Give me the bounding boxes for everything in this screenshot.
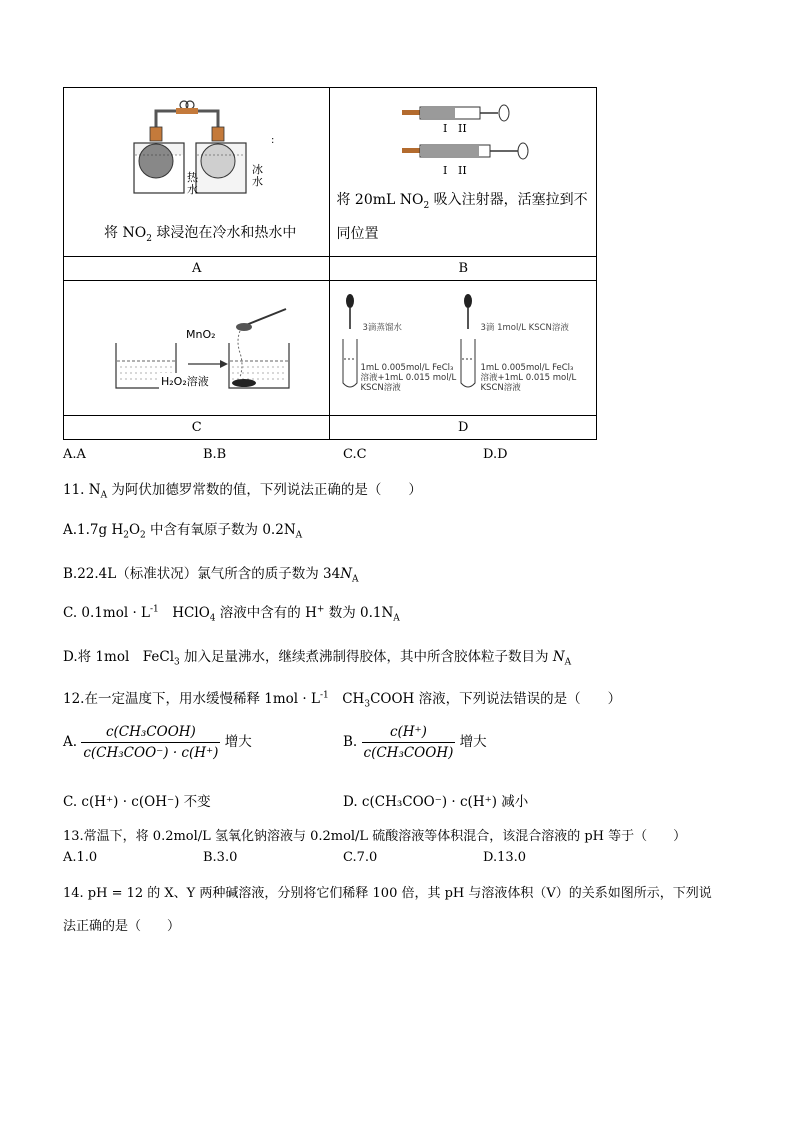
- q12-b-fraction: $\frac{c(H^+)}{\text{c(CH₃COOH)}}$: [363, 724, 454, 761]
- mno2-label: MnO₂: [186, 328, 216, 341]
- q14-stem-line1: 14. pH = 12 的 X、Y 两种碱溶液，分别将它们稀释 100 倍，其 pH 与溶液体积（V）的关系如图所示，下列说: [63, 886, 712, 901]
- label-b: B: [330, 257, 597, 281]
- fescn-test-tubes-figure: [330, 281, 596, 415]
- left-dropper-label: 3滴蒸馏水: [362, 323, 402, 333]
- q12-option-b: B. $\frac{c(H^+)}{\text{c(CH₃COOH)}}$ 增大: [343, 724, 487, 761]
- q10-option-b: B.B: [203, 447, 227, 462]
- cell-d: [330, 281, 597, 416]
- label-c: C: [64, 416, 330, 440]
- syringe-figure: [330, 98, 596, 178]
- q14-stem-line2: 法正确的是（ ）: [63, 919, 181, 934]
- q11-option-b: B.22.4L（标准状况）氯气所含的质子数为 $34N_A$: [63, 566, 359, 585]
- svg-text::: :: [271, 135, 275, 146]
- q10-option-d: D.D: [483, 447, 508, 462]
- label-d: D: [330, 416, 597, 440]
- h2o2-label: H₂O₂溶液: [161, 375, 209, 388]
- q12-option-d: D. c(CH₃COO⁻) · c(H⁺) 减小: [343, 794, 529, 810]
- cell-a-caption: 将 $NO_2$ 球浸泡在冷水和热水中: [104, 225, 297, 244]
- q13-option-b: B.3.0: [203, 850, 238, 865]
- mark-ii-bottom: II: [458, 164, 468, 177]
- cell-b-caption-line1: 将 20mL $NO_2$ 吸入注射器，活塞拉到不: [336, 192, 588, 211]
- q11-option-a: A.1.7g $H_2O_2$ 中含有氧原子数为 $0.2N_A$: [63, 522, 303, 541]
- right-tube-label: 1mL 0.005mol/L FeCl₃ 溶液+1mL 0.015 mol/L KSCN溶液: [480, 363, 577, 393]
- mark-ii-top: II: [458, 122, 468, 135]
- cell-a: [64, 88, 330, 257]
- q11-stem: 11. $N_A$ 为阿伏加德罗常数的值，下列说法正确的是（ ）: [63, 482, 422, 501]
- q12-option-c: C. c(H⁺) · c(OH⁻) 不变: [63, 794, 211, 810]
- q10-option-c: C.C: [343, 447, 367, 462]
- ice-water-label: 冰水: [252, 163, 263, 188]
- cell-b: [330, 88, 597, 257]
- label-a: A: [64, 257, 330, 281]
- mark-i-bottom: I: [443, 164, 448, 177]
- q12-option-a: A. $\frac{\text{c(CH₃COOH)}}{\text{c(CH₃COO⁻) · c(H⁺)}}$ 增大: [63, 724, 252, 761]
- left-tube-label: 1mL 0.005mol/L FeCl₃ 溶液+1mL 0.015 mol/L KSCN溶液: [360, 363, 457, 393]
- cell-c: [64, 281, 330, 416]
- h2o2-mno2-figure: [64, 281, 330, 415]
- q11-option-d: D.将 1mol FeCl$_3$ 加入足量沸水，继续煮沸制得胶体，其中所含胶体粒子数目为 $N_A$: [63, 649, 572, 668]
- q13-option-d: D.13.0: [483, 850, 527, 865]
- cell-b-caption-line2: 同位置: [336, 226, 379, 242]
- q13-stem: 13.常温下，将 0.2mol/L 氢氧化钠溶液与 0.2mol/L 硫酸溶液等体积混合，该混合溶液的 pH 等于（ ）: [63, 829, 687, 844]
- q12-stem: 12.在一定温度下，用水缓慢稀释 $1mol \cdot L^{-1}$ $CH_3COOH$ 溶液，下列说法错误的是（ ）: [63, 690, 622, 710]
- mark-i-top: I: [443, 122, 448, 135]
- q10-option-a: A.A: [63, 447, 86, 462]
- q13-option-c: C.7.0: [343, 850, 378, 865]
- experiment-table: [63, 87, 597, 440]
- hot-water-label: 热水: [187, 171, 198, 196]
- q13-option-a: A.1.0: [63, 850, 98, 865]
- q11-option-c: C. $0.1mol \cdot L^{-1}$ HClO$_4$ 溶液中含有的 H+ 数为 $0.1N_A$: [63, 604, 400, 624]
- right-dropper-label: 3滴 1mol/L KSCN溶液: [480, 323, 569, 333]
- q12-a-fraction: $\frac{\text{c(CH₃COOH)}}{\text{c(CH₃COO⁻) · c(H⁺)}}$: [83, 724, 219, 761]
